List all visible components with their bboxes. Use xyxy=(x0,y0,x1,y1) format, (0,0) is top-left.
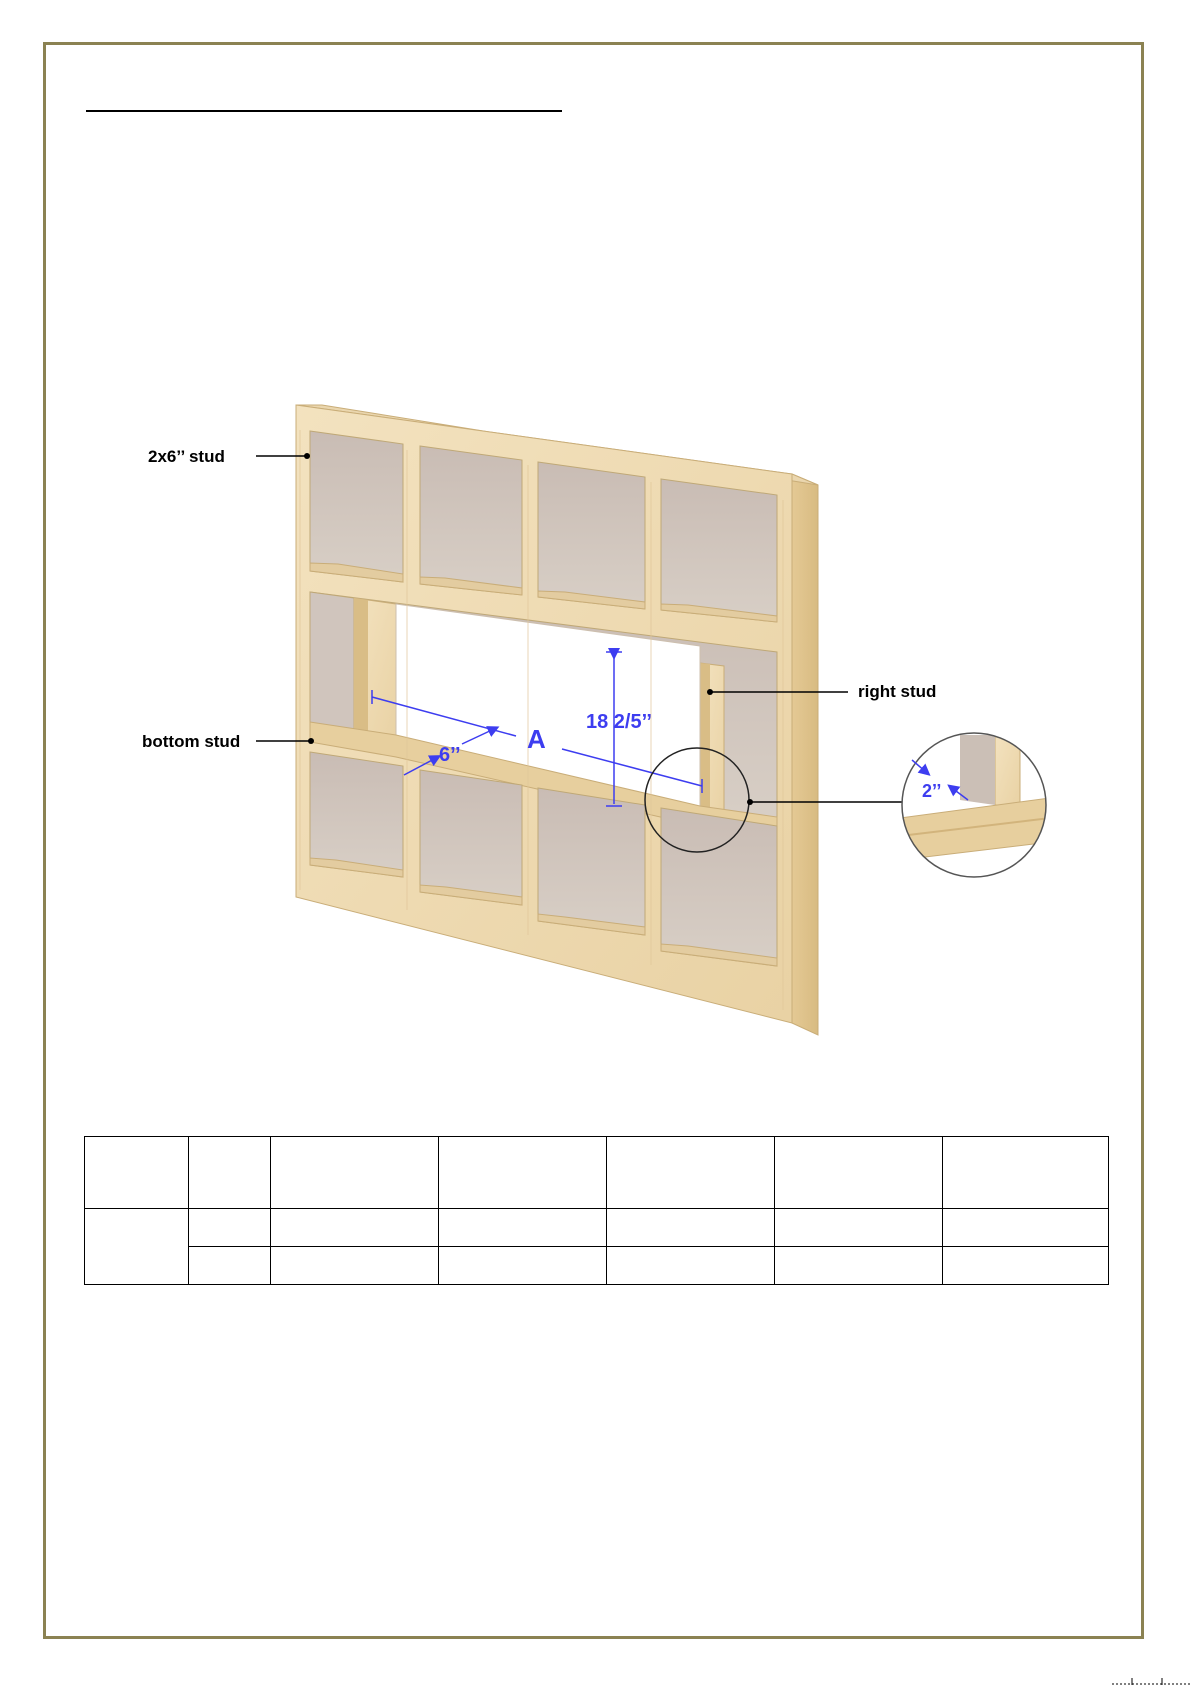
table-row xyxy=(85,1247,1109,1285)
table-cell xyxy=(439,1209,607,1247)
table-cell xyxy=(189,1137,271,1209)
dimension-height-label: 18 2/5’’ xyxy=(586,711,652,733)
dimension-depth-label: 6’’ xyxy=(439,744,461,766)
label-right-stud: right stud xyxy=(858,682,937,701)
bottom-edge-marks xyxy=(1112,1676,1192,1685)
label-2x6-stud: 2x6’’ stud xyxy=(148,447,225,466)
table-cell xyxy=(189,1247,271,1285)
table-cell xyxy=(271,1137,439,1209)
table-cell xyxy=(439,1137,607,1209)
middle-left-compartment xyxy=(310,592,354,737)
table-cell xyxy=(85,1137,189,1209)
table-cell xyxy=(943,1247,1109,1285)
table-row xyxy=(85,1209,1109,1247)
middle-right-stud-side xyxy=(700,663,710,820)
dimension-detail-label: 2’’ xyxy=(922,781,942,801)
table-row xyxy=(85,1137,1109,1209)
table-cell xyxy=(189,1209,271,1247)
frame-side xyxy=(792,474,818,1035)
table-cell xyxy=(775,1209,943,1247)
table-cell xyxy=(607,1209,775,1247)
table-cell xyxy=(271,1247,439,1285)
table-cell xyxy=(271,1209,439,1247)
table-cell xyxy=(775,1247,943,1285)
table-cell xyxy=(607,1247,775,1285)
specification-table xyxy=(84,1136,1109,1285)
table-cell xyxy=(439,1247,607,1285)
table-cell xyxy=(607,1137,775,1209)
dimension-a-label: A xyxy=(527,724,546,754)
table-cell xyxy=(775,1137,943,1209)
middle-left-stud-side xyxy=(354,598,368,739)
label-bottom-stud: bottom stud xyxy=(142,732,241,751)
detail-magnified xyxy=(900,730,1050,880)
table-cell xyxy=(943,1209,1109,1247)
table-cell xyxy=(943,1137,1109,1209)
table-cell-merged xyxy=(85,1209,189,1285)
